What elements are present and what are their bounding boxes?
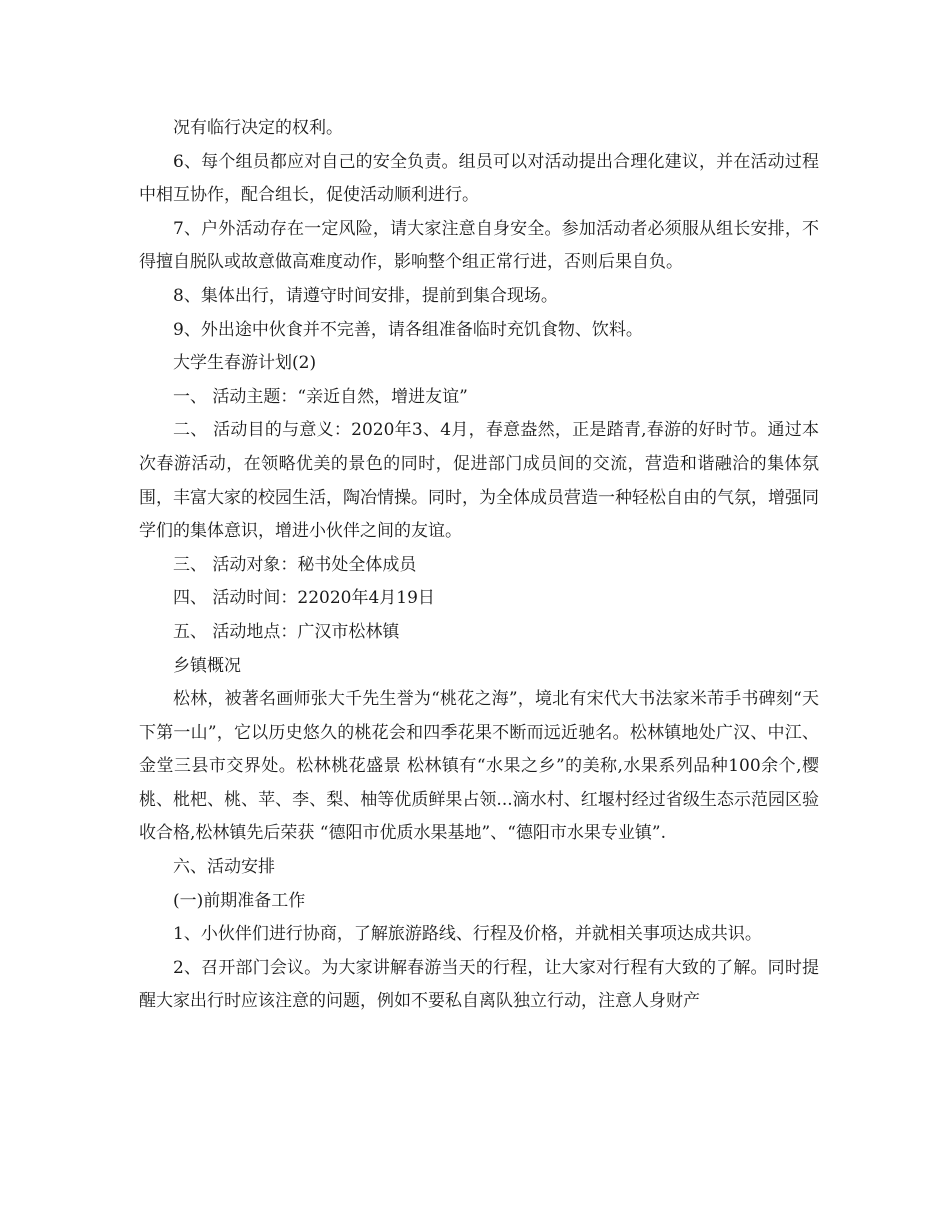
paragraph: 况有临行决定的权利。 bbox=[173, 118, 343, 138]
subheading: (一)前期准备工作 bbox=[173, 890, 306, 911]
paragraph: 9、外出途中伙食并不完善，请各组准备临时充饥食物、饮料。 bbox=[173, 319, 643, 340]
paragraph: 1、小伙伴们进行协商，了解旅游路线、行程及价格，并就相关事项达成共识。 bbox=[173, 924, 762, 945]
paragraph: 一、 活动主题：“亲近自然，增进友谊” bbox=[173, 386, 468, 407]
document-body bbox=[139, 112, 819, 1019]
paragraph: 6、每个组员都应对自己的安全负责。组员可以对活动提出合理化建议，并在活动过程中相互协作，配合组长，促使活动顺利进行。 bbox=[139, 151, 819, 206]
paragraph: 7、户外活动存在一定风险，请大家注意自身安全。参加活动者必须服从组长安排，不得擅自脱队或故意做高难度动作，影响整个组正常行进，否则后果自负。 bbox=[139, 218, 819, 273]
paragraph: 二、 活动目的与意义：2020年3、4月，春意盎然，正是踏青,春游的好时节。通过本次春游活动，在领略优美的景色的同时，促进部门成员间的交流，营造和谐融洽的集体氛围，丰富大家的校园生活，陶冶情操。同时，为全体成员营造一种轻松自由的气氛，增强同学们的集体意识，增进小伙伴之间的友谊。 bbox=[139, 420, 819, 542]
section-title: 大学生春游计划(2) bbox=[173, 353, 317, 374]
paragraph: 五、 活动地点：广汉市松林镇 bbox=[173, 621, 400, 642]
paragraph: 8、集体出行，请遵守时间安排，提前到集合现场。 bbox=[173, 285, 558, 306]
paragraph: 松林，被著名画师张大千先生誉为“桃花之海”，境北有宋代大书法家米芾手书碑刻“天下第一山”，它以历史悠久的桃花会和四季花果不断而远近驰名。松林镇地处广汉、中江、金堂三县市交界处。松林桃花盛景 松林镇有“水果之乡”的美称,水果系列品种100余个,樱桃、枇杷、桃、苹、李、梨、柚等优质鲜果占领...滴水村、红堰村经过省级生态示范园区验收合格,松林镇先后荣获 “德阳市优质水果基地”、“德阳市水果专业镇”. bbox=[139, 689, 819, 844]
paragraph: 四、 活动时间：22020年4月19日 bbox=[173, 588, 435, 609]
subheading: 六、活动安排 bbox=[173, 857, 275, 878]
paragraph: 2、召开部门会议。为大家讲解春游当天的行程，让大家对行程有大致的了解。同时提醒大家出行时应该注意的问题，例如不要私自离队独立行动，注意人身财产 bbox=[139, 957, 819, 1012]
paragraph: 三、 活动对象：秘书处全体成员 bbox=[173, 554, 417, 575]
subheading: 乡镇概况 bbox=[173, 655, 241, 676]
